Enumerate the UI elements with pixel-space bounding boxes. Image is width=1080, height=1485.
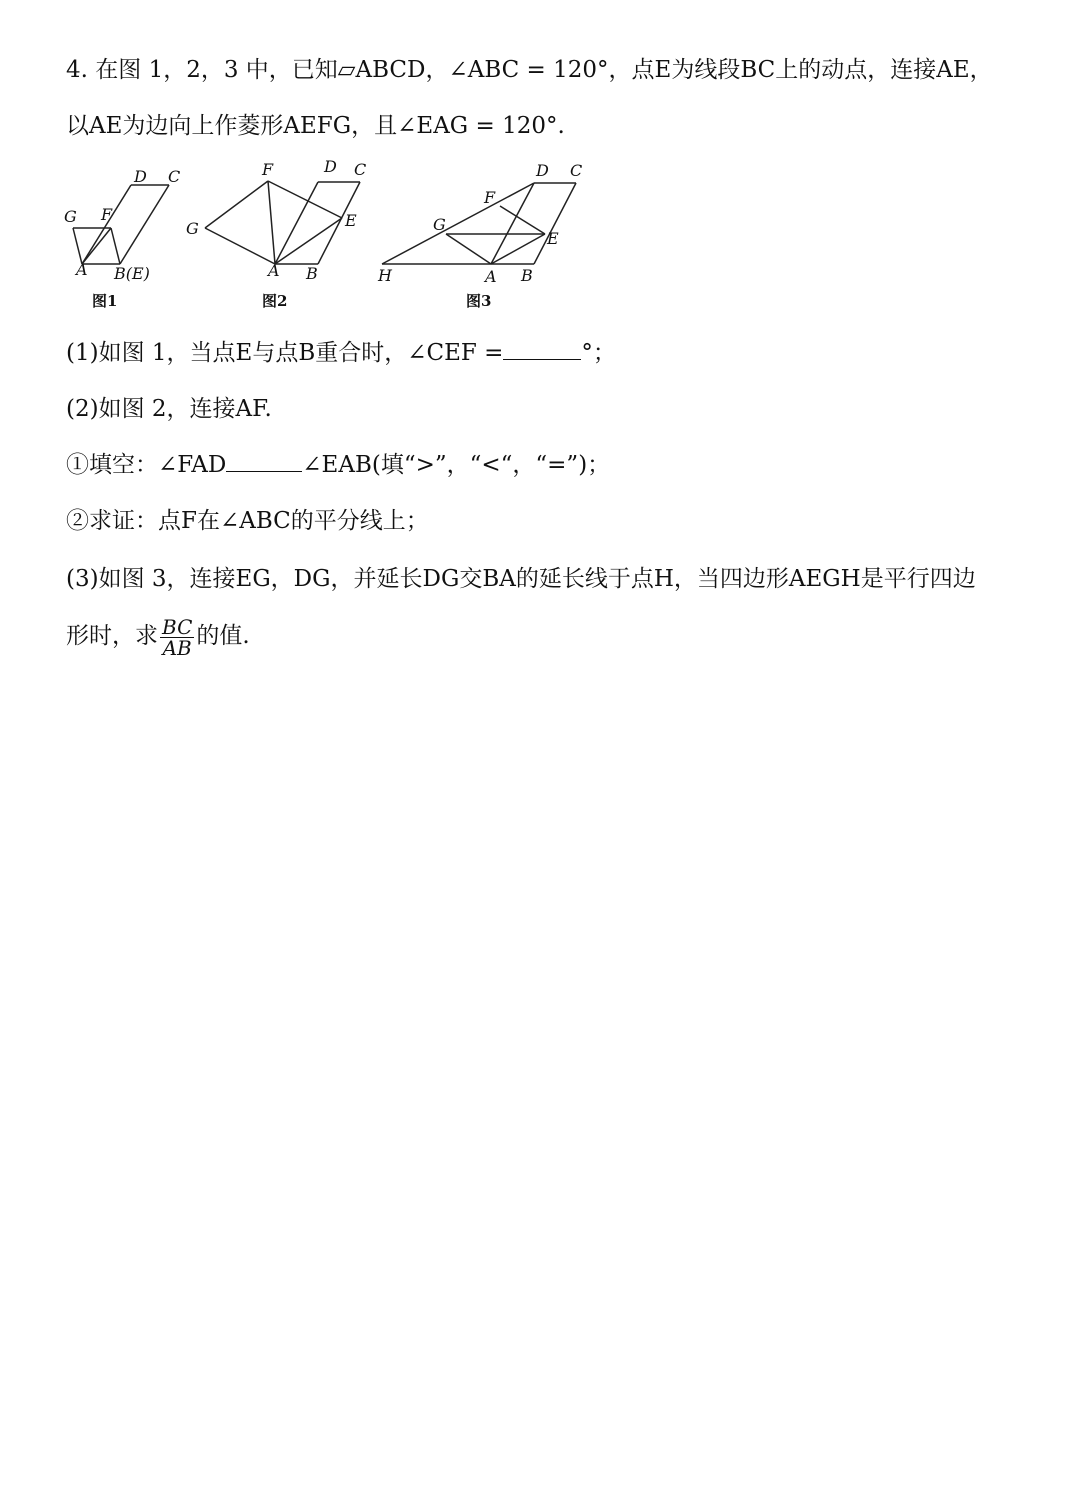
fraction-bc-over-ab <box>160 614 194 660</box>
figure-2-caption: 图2 <box>262 292 288 310</box>
segment-ga <box>73 228 82 264</box>
question-1-text: (1)如图 1，当点E与点B重合时，∠CEF = <box>66 340 504 366</box>
figure-3-caption: 图3 <box>466 292 492 310</box>
label-f: F <box>101 205 113 224</box>
question-1-unit: °； <box>581 340 616 366</box>
geometry-figures <box>0 0 1080 330</box>
segment-fe <box>268 181 342 218</box>
figure-3 <box>377 161 582 310</box>
figure-1-caption: 图1 <box>92 292 118 310</box>
label-a: A <box>76 260 88 279</box>
question-2-1-text: ①填空：∠FAD <box>66 452 227 478</box>
segment-ga <box>446 234 491 264</box>
label-e: E <box>345 211 357 230</box>
label-c: C <box>168 167 181 186</box>
segment-bc <box>120 185 169 264</box>
fraction-denominator: AB <box>162 635 192 660</box>
segment-ad <box>82 185 131 264</box>
fraction-numerator: BC <box>162 614 193 639</box>
label-h: H <box>378 266 392 285</box>
problem-intro-line-2: 以AE为边向上作菱形AEFG，且∠EAG = 120°. <box>66 113 565 139</box>
label-f: F <box>484 188 496 207</box>
label-g: G <box>433 215 446 234</box>
answer-blank-2[interactable] <box>226 449 302 472</box>
label-c: C <box>354 160 367 179</box>
label-g: G <box>186 219 199 238</box>
label-d: D <box>324 157 337 176</box>
label-a: A <box>485 267 497 286</box>
label-b-e: B(E) <box>114 264 150 283</box>
question-2-1-hint: ∠EAB(填“>”，“<“，“=”)； <box>302 452 611 478</box>
label-g: G <box>64 207 77 226</box>
segment-fe <box>500 206 545 234</box>
segment-ad <box>275 182 318 264</box>
question-2-part-2: ②求证：点F在∠ABC的平分线上； <box>66 508 429 534</box>
answer-blank-1[interactable] <box>503 337 581 360</box>
problem-intro-line-1: 4. 在图 1，2，3 中，已知▱ABCD，∠ABC = 120°，点E为线段BC上的动点，连接AE， <box>66 57 993 83</box>
figure-2 <box>186 157 366 310</box>
label-d: D <box>536 161 549 180</box>
question-3-line-2 <box>66 614 250 658</box>
segment-fe <box>111 228 120 264</box>
label-a: A <box>268 261 280 280</box>
label-e: E <box>547 229 559 248</box>
segment-ga <box>205 228 275 264</box>
label-b: B <box>306 264 318 283</box>
segment-hd <box>382 183 534 264</box>
label-f: F <box>262 160 274 179</box>
segment-bc <box>534 183 576 264</box>
question-2: (2)如图 2，连接AF. <box>66 396 272 422</box>
figure-1 <box>64 167 180 310</box>
question-1 <box>66 337 616 369</box>
label-c: C <box>570 161 583 180</box>
segment-gf <box>205 181 268 228</box>
label-b: B <box>521 266 533 285</box>
question-3-prefix: 形时，求 <box>66 623 158 649</box>
segment-fa <box>268 181 275 264</box>
segment-fa <box>82 228 111 264</box>
segment-ae <box>275 218 342 264</box>
question-3-line-1: (3)如图 3，连接EG，DG，并延长DG交BA的延长线于点H，当四边形AEGH是平行四边 <box>66 566 976 592</box>
label-d: D <box>134 167 147 186</box>
question-2-part-1 <box>66 449 610 481</box>
question-3-suffix: 的值. <box>196 623 250 649</box>
